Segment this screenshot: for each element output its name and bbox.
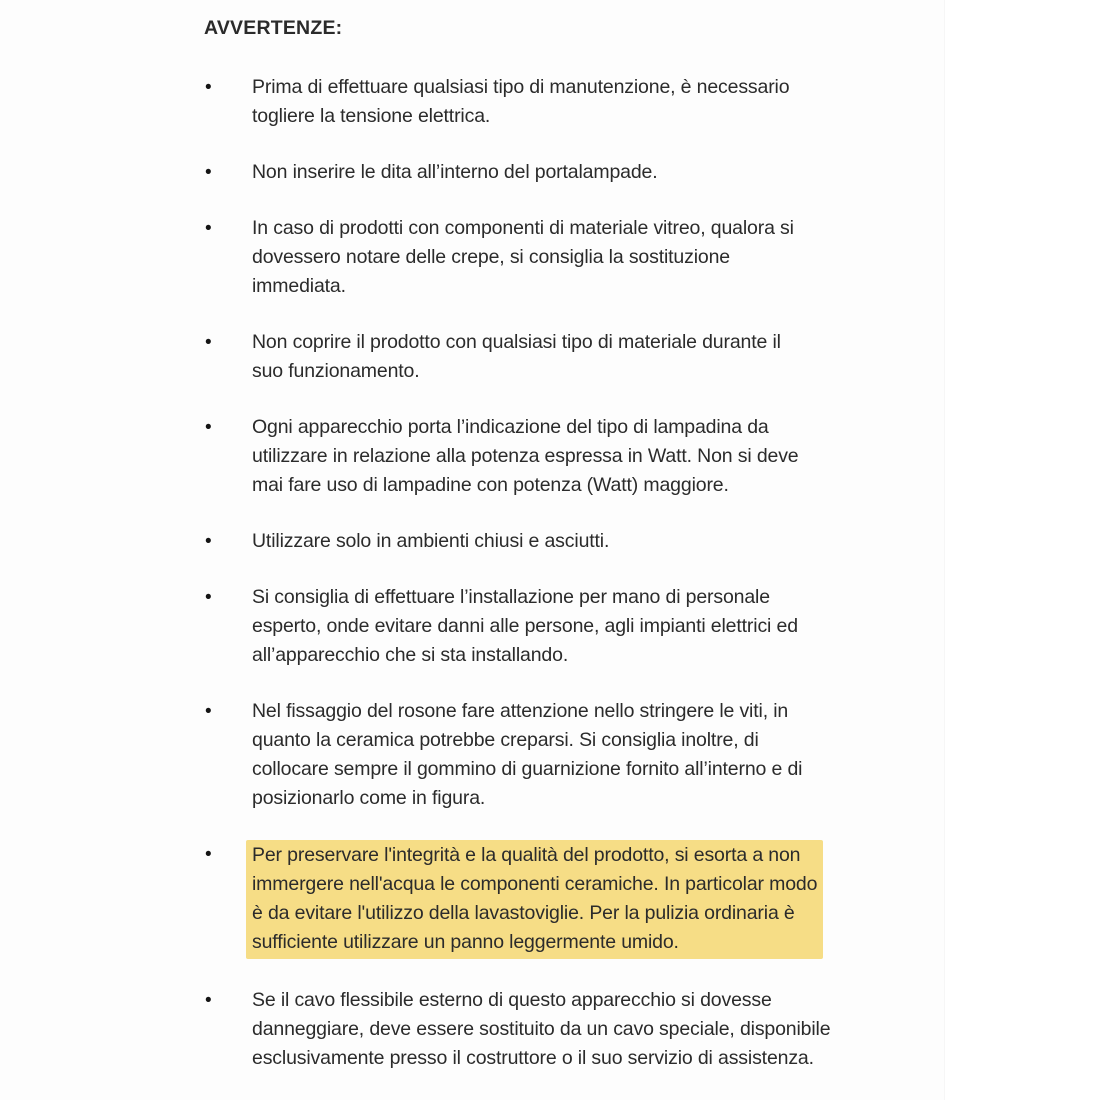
bullet-marker-icon: •: [205, 844, 212, 865]
bullet-item: [204, 158, 760, 187]
bullet-text: Non inserire le dita all’interno del portalampade.: [252, 161, 658, 183]
bullet-marker-icon: •: [205, 417, 212, 438]
bullet-item: [204, 214, 794, 301]
bullet-item: [204, 986, 831, 1073]
bullet-marker-icon: •: [205, 332, 212, 353]
bullet-text: Si consiglia di effettuare l’installazione per mano di personale esperto, onde evitare danni alle persone, agli impianti elettrici ed all’apparecchio che si sta installando.: [252, 586, 798, 666]
bullet-text: Se il cavo flessibile esterno di questo apparecchio si dovesse danneggiare, deve essere sostituito da un cavo speciale, disponibile esclusivamente presso il costruttore o il suo servizio di assistenza.: [252, 989, 831, 1069]
bullet-item: [204, 697, 803, 813]
bullet-marker-icon: •: [205, 77, 212, 98]
bullet-marker-icon: •: [205, 218, 212, 239]
bullet-item-highlighted: [204, 840, 818, 959]
bullet-text: Non coprire il prodotto con qualsiasi tipo di materiale durante il suo funzionamento.: [252, 331, 781, 382]
scan-edge-band: [944, 0, 1100, 1100]
bullet-marker-icon: •: [205, 990, 212, 1011]
document-title: AVVERTENZE:: [204, 17, 343, 39]
bullet-marker-icon: •: [205, 531, 212, 552]
highlighted-bullet-text: Per preservare l'integrità e la qualità del prodotto, si esorta a non immergere nell'acqua le componenti ceramiche. In particolar modo è da evitare l'utilizzo della lavastoviglie. Per la pulizia ordinaria è sufficiente utilizzare un panno leggermente umido.: [246, 840, 823, 959]
bullet-text: In caso di prodotti con componenti di materiale vitreo, qualora si dovessero notare delle crepe, si consiglia la sostituzione immediata.: [252, 217, 794, 297]
bullet-item: [204, 73, 790, 131]
bullet-item: [204, 328, 781, 386]
bullet-text: Ogni apparecchio porta l’indicazione del tipo di lampadina da utilizzare in relazione alla potenza espressa in Watt. Non si deve mai fare uso di lampadine con potenza (Watt) maggiore.: [252, 416, 799, 496]
bullet-marker-icon: •: [205, 162, 212, 183]
bullet-item: [204, 413, 799, 500]
bullet-text: Utilizzare solo in ambienti chiusi e asciutti.: [252, 530, 610, 552]
warnings-bullet-list: [204, 73, 831, 1073]
bullet-item: [204, 527, 760, 556]
bullet-marker-icon: •: [205, 587, 212, 608]
bullet-item: [204, 583, 798, 670]
bullet-text: Prima di effettuare qualsiasi tipo di manutenzione, è necessario togliere la tensione elettrica.: [252, 76, 790, 127]
bullet-marker-icon: •: [205, 701, 212, 722]
bullet-text: Nel fissaggio del rosone fare attenzione nello stringere le viti, in quanto la ceramica potrebbe creparsi. Si consiglia inoltre, di collocare sempre il gommino di guarnizione fornito all’interno e di posizionarlo come in figura.: [252, 700, 803, 809]
